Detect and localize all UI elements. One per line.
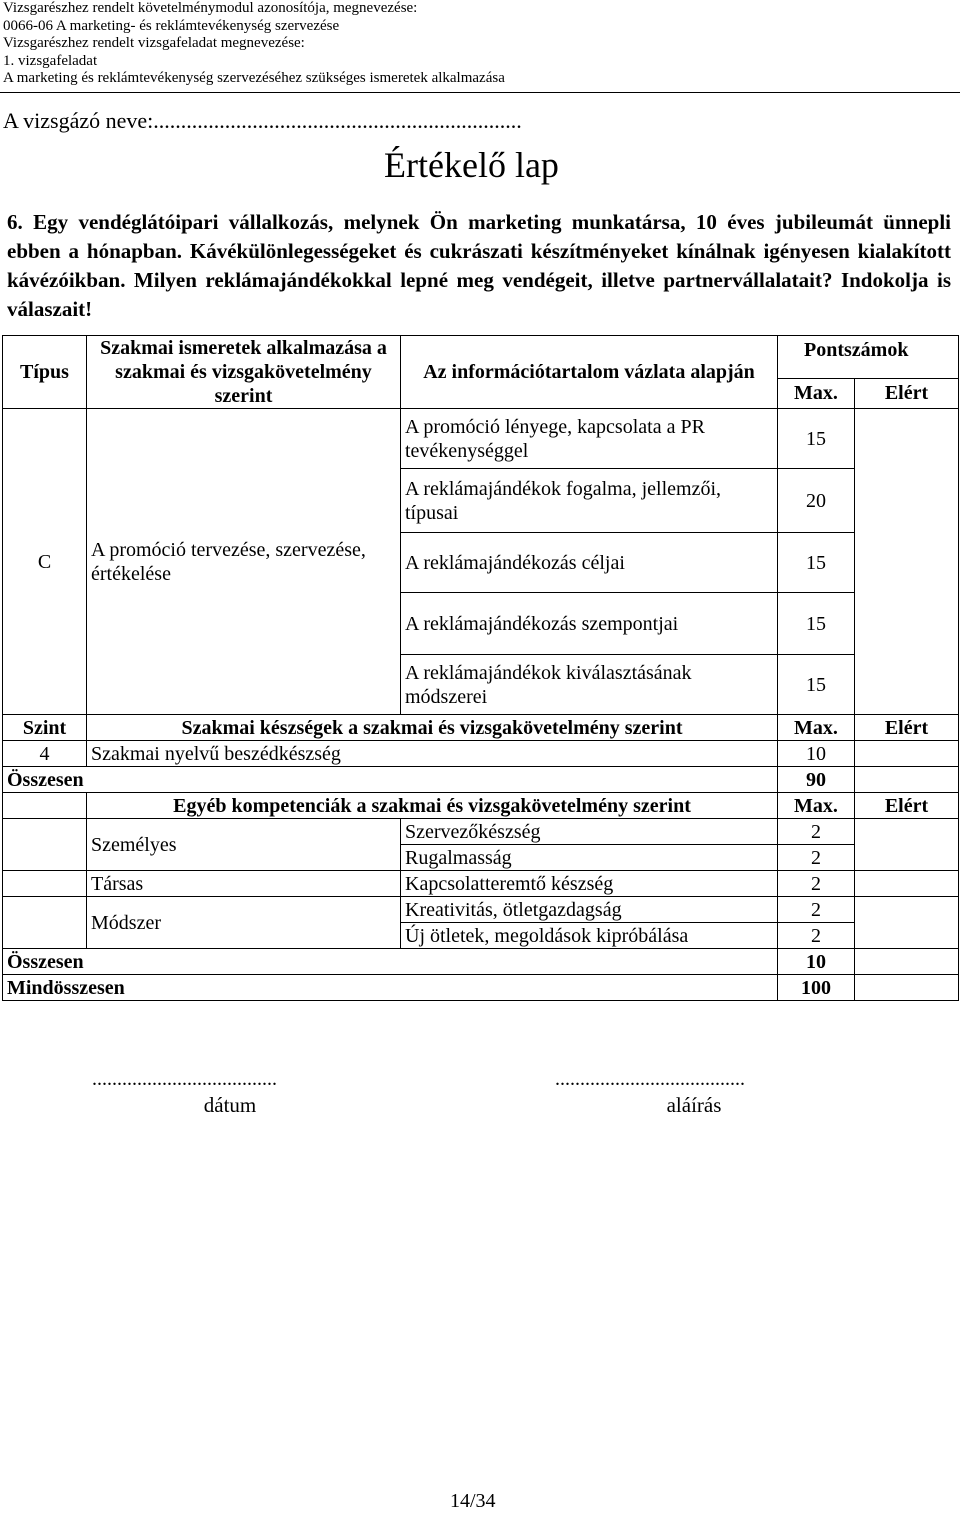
competency-group: Személyes [87, 819, 401, 871]
signature-label: aláírás [666, 1093, 722, 1117]
info-item: A reklámajándékok kiválasztásának módszerei [401, 655, 778, 715]
max-value: 15 [778, 533, 855, 593]
max-value: 15 [778, 593, 855, 655]
date-label: dátum [203, 1093, 257, 1117]
competency-item: Rugalmasság [401, 845, 778, 871]
info-item: A promóció lényege, kapcsolata a PR tevékenységgel [401, 409, 778, 469]
skills-reached-head: Elért [855, 715, 959, 741]
competencies-title: Egyéb kompetenciák a szakmai és vizsgakövetelmény szerint [87, 793, 778, 819]
competency-reached [855, 819, 959, 871]
competencies-total-value: 10 [778, 949, 855, 975]
subtotal-reached [855, 767, 959, 793]
empty-cell [3, 897, 87, 949]
empty-cell [3, 819, 87, 871]
date-signature-block [92, 1068, 368, 1118]
info-item: A reklámajándékozás szempontjai [401, 593, 778, 655]
col-head-knowledge: Szakmai ismeretek alkalmazása a szakmai és vizsgakövetelmény szerint [87, 336, 401, 409]
type-cell: C [3, 409, 87, 715]
competency-item: Új ötletek, megoldások kipróbálása [401, 923, 778, 949]
competency-item: Kapcsolatteremtő készség [401, 871, 778, 897]
header-divider [0, 92, 960, 93]
competency-group: Módszer [87, 897, 401, 949]
page-title: Értékelő lap [384, 145, 559, 185]
signature-line: ...................................... [555, 1068, 745, 1090]
subtotal-label: Összesen [3, 767, 778, 793]
col-head-info: Az információtartalom vázlata alapján [401, 336, 778, 409]
skill-item: Szakmai nyelvű beszédkészség [87, 741, 778, 767]
grand-total-reached [855, 975, 959, 1001]
examinee-name-line: A vizsgázó neve:................................................................... [3, 108, 522, 133]
task-description: 6. Egy vendéglátóipari vállalkozás, melynek Ön marketing munkatársa, 10 éves jubileumát ünnepli ebben a hónapban. Kávékülönlegességeket és cukrászati készítményeket kínálnak igényesen kialakított kávézóikban. Milyen reklámajándékokkal lepné meg vendégeit, illetve partnervállalatait? Indokolja is válaszait! [7, 210, 951, 321]
competency-reached [855, 871, 959, 897]
col-head-reached: Elért [855, 378, 959, 408]
grand-total-label: Mindösszesen [3, 975, 778, 1001]
empty-cell [3, 793, 87, 819]
points-header-label: Pontszámok [804, 339, 909, 361]
header-line: 1. vizsgafeladat [3, 52, 98, 69]
competency-max: 2 [778, 897, 855, 923]
signature-block [555, 1068, 833, 1118]
skills-max-head: Max. [778, 715, 855, 741]
col-head-max: Max. [778, 378, 855, 408]
grand-total-value: 100 [778, 975, 855, 1001]
max-value: 15 [778, 409, 855, 469]
page-number: 14/34 [450, 1490, 496, 1512]
header-line: Vizsgarészhez rendelt vizsgafeladat megnevezése: [3, 35, 305, 52]
skills-title: Szakmai készségek a szakmai és vizsgakövetelmény szerint [87, 715, 778, 741]
info-item: A reklámajándékok fogalma, jellemzői, típusai [401, 469, 778, 533]
reached-cell [855, 409, 959, 715]
competencies-reached-head: Elért [855, 793, 959, 819]
evaluation-table [2, 335, 959, 1001]
competency-max: 2 [778, 845, 855, 871]
competency-item: Kreativitás, ötletgazdagság [401, 897, 778, 923]
max-value: 20 [778, 469, 855, 533]
document-header [3, 0, 505, 88]
competency-max: 2 [778, 819, 855, 845]
info-item: A reklámajándékozás céljai [401, 533, 778, 593]
subtotal-value: 90 [778, 767, 855, 793]
empty-cell [3, 871, 87, 897]
competency-group: Társas [87, 871, 401, 897]
competency-max: 2 [778, 923, 855, 949]
skill-level: 4 [3, 741, 87, 767]
competencies-total-label: Összesen [3, 949, 778, 975]
competencies-max-head: Max. [778, 793, 855, 819]
header-line: 0066-06 A marketing- és reklámtevékenység szervezése [3, 17, 340, 34]
competency-reached [855, 897, 959, 949]
competencies-total-reached [855, 949, 959, 975]
col-head-type: Típus [3, 336, 87, 409]
level-head: Szint [3, 715, 87, 741]
skill-reached [855, 741, 959, 767]
header-line: Vizsgarészhez rendelt követelménymodul azonosítója, megnevezése: [3, 0, 418, 16]
topic-cell: A promóció tervezése, szervezése, értékelése [87, 409, 401, 715]
date-line: ..................................... [92, 1068, 277, 1090]
competency-item: Szervezőkészség [401, 819, 778, 845]
skill-max: 10 [778, 741, 855, 767]
competency-max: 2 [778, 871, 855, 897]
max-value: 15 [778, 655, 855, 715]
header-line: A marketing és reklámtevékenység szervezéséhez szükséges ismeretek alkalmazása [3, 70, 505, 87]
